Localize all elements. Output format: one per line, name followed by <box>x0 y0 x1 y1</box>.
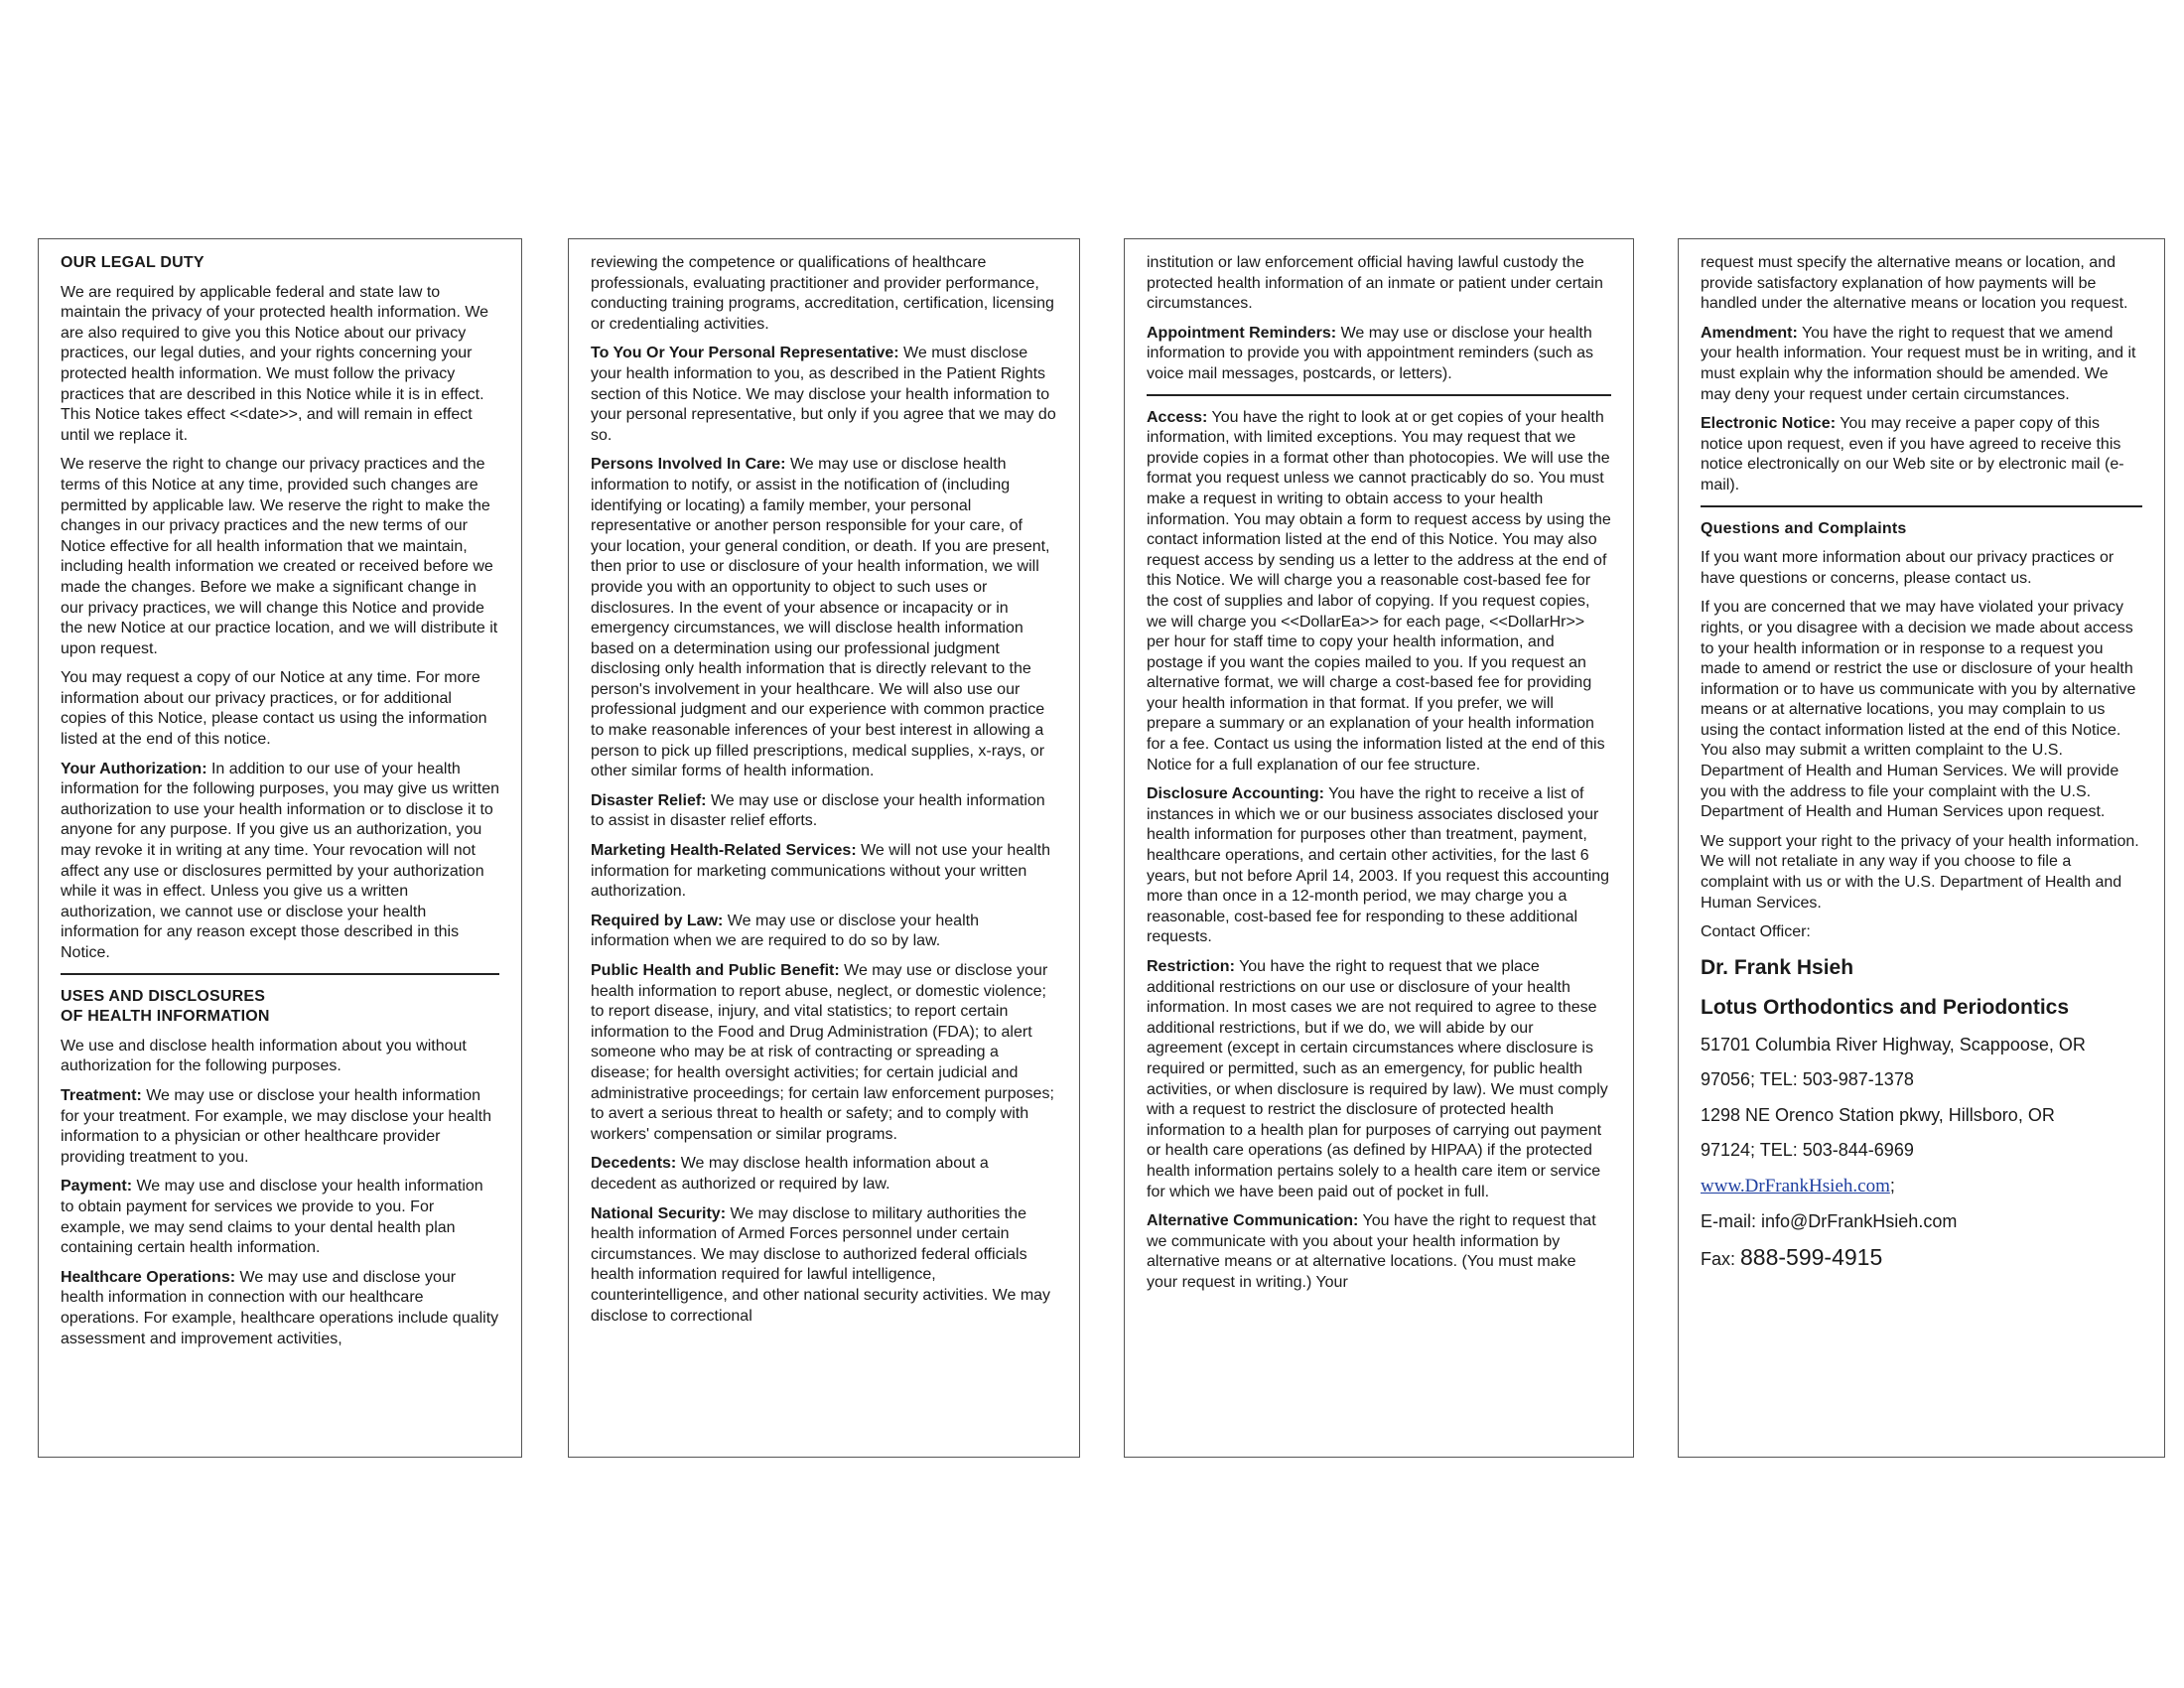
legal-duty-heading: OUR LEGAL DUTY <box>61 254 205 271</box>
required-by-law-text: We may use or disclose your health information when we are required to do so by law. <box>591 912 979 950</box>
fax-line <box>1701 1244 2142 1273</box>
decedents-section <box>591 1154 1057 1195</box>
legal-duty-paragraph-2: We reserve the right to change our privacy practices and the terms of this Notice at any time, provided such changes are permitted by applicable law. We reserve the right to make the changes in our privacy practices and the new terms of our Notice effective for all health information that we maintain, including health information we created or received before we made the changes. Before we make a significant change in our privacy practices, we will change this Notice and provide the new Notice at our practice location, and we will distribute it upon request. <box>61 456 498 657</box>
practice-name: Lotus Orthodontics and Periodontics <box>1701 995 2070 1019</box>
security-continued: institution or law enforcement official having lawful custody the protected health information of an inmate or patient under certain circumstances. <box>1147 254 1603 313</box>
appointment-reminders-section <box>1147 324 1611 385</box>
restriction-section <box>1147 957 1611 1202</box>
panel-disclosures <box>568 238 1080 1458</box>
questions-paragraph-1: If you want more information about our privacy practices or have questions or concerns, please contact us. <box>1701 549 2115 587</box>
amendment-text: You have the right to request that we amend your health information. Your request must be in writing, and it must explain why the information should be amended. We may deny your request under certain circumstances. <box>1701 324 2136 403</box>
address-scappoose-line-2: 97056; TEL: 503-987-1378 <box>1701 1069 1914 1090</box>
website-link[interactable]: www.DrFrankHsieh.com <box>1701 1175 1890 1196</box>
persons-in-care-section <box>591 455 1057 782</box>
electronic-notice-text: You may receive a paper copy of this notice upon request, even if you have agreed to receive this notice electronically on our Web site or by electronic mail (e-mail). <box>1701 415 2124 493</box>
disclosure-accounting-label: Disclosure Accounting: <box>1147 785 1324 803</box>
decedents-text: We may disclose health information about a decedent as authorized or required by law. <box>591 1155 989 1193</box>
persons-in-care-label: Persons Involved In Care: <box>591 456 786 474</box>
website-suffix: ; <box>1889 1175 1895 1196</box>
treatment-label: Treatment: <box>61 1086 142 1104</box>
restriction-text: You have the right to request that we place additional restrictions on our use or disclosure of your health information. In most cases we are not required to agree to these additional restrictions, but if we do, we will abide by our agreement (except in certain circumstances where disclosure is required or permitted, such as an emergency, for public health activities, or when disclosure is required by law). We must comply with a request to restrict the disclosure of protected health information to a health plan for purposes of carrying out payment or health care operations (as defined by HIPAA) if the protected health information pertains solely to a health care item or service for which we have been paid out of pocket in full. <box>1147 958 1608 1200</box>
email-line: E-mail: info@DrFrankHsieh.com <box>1701 1211 1958 1232</box>
treatment-text: We may use or disclose your health information for your treatment. For example, we may disclose your health information to a physician or other healthcare provider providing treatment to you. <box>61 1086 491 1166</box>
address-hillsboro-line-2: 97124; TEL: 503-844-6969 <box>1701 1140 1914 1161</box>
disclosure-accounting-text: You have the right to receive a list of instances in which we or our business associates disclosed your health information for purposes other than treatment, payment, healthcare operations, and certain other activities, for the last 6 years, but not before April 14, 2003. If you request this accounting more than once in a 12-month period, we may charge you a reasonable, cost-based fee for responding to these additional requests. <box>1147 785 1610 946</box>
authorization-section <box>61 760 499 964</box>
restriction-label: Restriction: <box>1147 958 1235 975</box>
address-scappoose-line-1: 51701 Columbia River Highway, Scappoose, OR <box>1701 1034 2086 1055</box>
panel-contact <box>1678 238 2165 1458</box>
section-divider <box>1701 505 2142 507</box>
public-health-text: We may use or disclose your health information to report abuse, neglect, or domestic violence; to report disease, injury, and vital statistics; to report certain information to the Food and Drug Administration (FDA); to alert someone who may be at risk of contracting or spreading a disease; for health oversight activities; for certain judicial and administrative proceedings; for certain law enforcement purposes; to avert a serious threat to health or safety; and to comply with workers' compensation or similar programs. <box>591 962 1054 1143</box>
electronic-notice-label: Electronic Notice: <box>1701 415 1837 433</box>
national-security-text: We may disclose to military authorities the health information of Armed Forces personnel under certain circumstances. We may disclose to authorized federal officials health information required for lawful intelligence, counterintelligence, and other national security activities. We may disclose to correctional <box>591 1204 1051 1325</box>
persons-in-care-text: We may use or disclose health information to notify, or assist in the notification of (including identifying or locating) a family member, your personal representative or another person responsible for your care, of your location, your general condition, or death. If you are present, then prior to use or disclosure of your health information, we will provide you with an opportunity to object to such uses or disclosures. In the event of your absence or incapacity or in emergency circumstances, we will disclose health information based on a determination using our professional judgment disclosing only health information that is directly relevant to the person's involvement in your healthcare. We will also use our professional judgment and our experience with common practice to make reasonable inferences of your best interest in allowing a person to pick up filled prescriptions, medical supplies, x-rays, or other similar forms of health information. <box>591 456 1050 780</box>
authorization-label: Your Authorization: <box>61 760 207 777</box>
access-text: You have the right to look at or get copies of your health information, with limited exceptions. You may request that we provide copies in a format other than photocopies. We will use the format you request unless we cannot practicably do so. You must make a request in writing to obtain access to your health information. You may obtain a form to request access by using the contact information listed at the end of this Notice. You may also request access by sending us a letter to the address at the end of this Notice. We will charge you a reasonable cost-based fee for the cost of supplies and labor of copying. If you request copies, we will charge you <<DollarEa>> for each page, <<DollarHr>> per hour for staff time to copy your health information, and postage if you want the copies mailed to you. If you request an alternative format, we will charge a cost-based fee for providing your health information in that format. If you prefer, we will prepare a summary or an explanation of your health information for a fee. Contact us using the information listed at the end of this Notice for a full explanation of our fee structure. <box>1147 408 1611 774</box>
payment-section <box>61 1177 499 1258</box>
questions-paragraph-2: If you are concerned that we may have violated your privacy rights, or you disagree with a decision we made about access to your health information or in response to a request you made to amend or restrict the use or disclosure of your health information or to have us communicate with you by alternative means or at alternative locations, you may complain to us using the contact information listed at the end of this Notice. You also may submit a written complaint to the U.S. Department of Health and Human Services. We will provide you with the address to file your complaint with the U.S. Department of Health and Human Services upon request. <box>1701 599 2136 821</box>
appointment-reminders-label: Appointment Reminders: <box>1147 324 1337 342</box>
representative-section <box>591 344 1057 446</box>
public-health-section <box>591 961 1057 1145</box>
panel-patient-rights <box>1124 238 1634 1458</box>
national-security-section <box>591 1204 1057 1328</box>
amendment-label: Amendment: <box>1701 324 1798 342</box>
appointment-reminders-text: We may use or disclose your health information to provide you with appointment reminders (such as voice mail messages, postcards, or letters). <box>1147 324 1593 382</box>
disaster-relief-section <box>591 791 1057 832</box>
doctor-name: Dr. Frank Hsieh <box>1701 955 1854 979</box>
fax-label: Fax: <box>1701 1248 1741 1269</box>
payment-label: Payment: <box>61 1178 133 1196</box>
electronic-notice-section <box>1701 414 2142 495</box>
disaster-relief-text: We may use or disclose your health information to assist in disaster relief efforts. <box>591 791 1045 830</box>
representative-text: We must disclose your health information to you, as described in the Patient Rights section of this Notice. We may disclose your health information to your personal representative, but only if you agree that we may do so. <box>591 345 1056 444</box>
payment-text: We may use and disclose your health information to obtain payment for services we provide to you. For example, we may send claims to your dental health plan containing certain health information. <box>61 1178 483 1257</box>
marketing-label: Marketing Health-Related Services: <box>591 842 857 860</box>
alternative-communication-text: You have the right to request that we communicate with you about your health information by alternative means or at alternative locations. (You must make your request in writing.) Your <box>1147 1212 1596 1291</box>
alternative-communication-continued: request must specify the alternative means or location, and provide satisfactory explanation of how payments will be handled under the alternative means or location you request. <box>1701 254 2128 313</box>
healthcare-operations-text: We may use and disclose your health information in connection with our healthcare operations. For example, healthcare operations include quality assessment and improvement activities, <box>61 1268 499 1347</box>
disclosure-accounting-section <box>1147 784 1611 948</box>
legal-duty-paragraph-1: We are required by applicable federal and state law to maintain the privacy of your protected health information. We are also required to give you this Notice about our privacy practices, our legal duties, and your rights concerning your protected health information. We must follow the privacy practices that are described in this Notice while it is in effect. This Notice takes effect <<date>>, and will remain in effect until we replace it. <box>61 283 489 444</box>
uses-intro: We use and disclose health information about you without authorization for the following purposes. <box>61 1037 467 1075</box>
national-security-label: National Security: <box>591 1204 727 1222</box>
disaster-relief-label: Disaster Relief: <box>591 791 707 809</box>
representative-label: To You Or Your Personal Representative: <box>591 345 899 362</box>
uses-heading-line-1: USES AND DISCLOSURES <box>61 987 266 1005</box>
questions-complaints-heading: Questions and Complaints <box>1701 519 1907 537</box>
panel-legal-duty <box>38 238 522 1458</box>
healthcare-operations-section <box>61 1268 499 1349</box>
access-label: Access: <box>1147 408 1208 426</box>
marketing-section <box>591 841 1057 903</box>
section-divider <box>61 973 499 975</box>
required-by-law-section <box>591 912 1057 952</box>
contact-officer-label: Contact Officer: <box>1701 923 1811 941</box>
website-line <box>1701 1173 2142 1200</box>
address-hillsboro-line-1: 1298 NE Orenco Station pkwy, Hillsboro, OR <box>1701 1104 2055 1125</box>
treatment-section <box>61 1086 499 1168</box>
fax-number: 888-599-4915 <box>1740 1243 1883 1270</box>
alternative-communication-section <box>1147 1211 1611 1293</box>
marketing-text: We will not use your health information for marketing communications without your written authorization. <box>591 842 1051 901</box>
authorization-text: In addition to our use of your health information for the following purposes, you may give us written authorization to use your health information or to disclose it to anyone for any purpose. If you give us an authorization, you may revoke it in writing at any time. Your revocation will not affect any use or disclosures permitted by your authorization while it was in effect. Unless you give us a written authorization, we cannot use or disclose your health information for any reason except those described in this Notice. <box>61 760 499 961</box>
access-section <box>1147 408 1611 776</box>
section-divider <box>1147 394 1611 396</box>
legal-duty-paragraph-3: You may request a copy of our Notice at any time. For more information about our privacy practices, or for additional copies of this Notice, please contact us using the information listed at the end of this notice. <box>61 669 487 749</box>
operations-continued: reviewing the competence or qualifications of healthcare professionals, evaluating practitioner and provider performance, conducting training programs, accreditation, certification, licensing or credentialing activities. <box>591 254 1054 333</box>
questions-paragraph-3: We support your right to the privacy of your health information. We will not retaliate in any way if you choose to file a complaint with us or with the U.S. Department of Health and Human Services. <box>1701 832 2139 912</box>
amendment-section <box>1701 324 2142 405</box>
alternative-communication-label: Alternative Communication: <box>1147 1212 1359 1230</box>
decedents-label: Decedents: <box>591 1155 677 1173</box>
uses-heading-line-2: OF HEALTH INFORMATION <box>61 1008 270 1026</box>
required-by-law-label: Required by Law: <box>591 912 724 929</box>
uses-disclosures-heading <box>61 987 499 1028</box>
healthcare-operations-label: Healthcare Operations: <box>61 1268 236 1286</box>
public-health-label: Public Health and Public Benefit: <box>591 962 840 979</box>
